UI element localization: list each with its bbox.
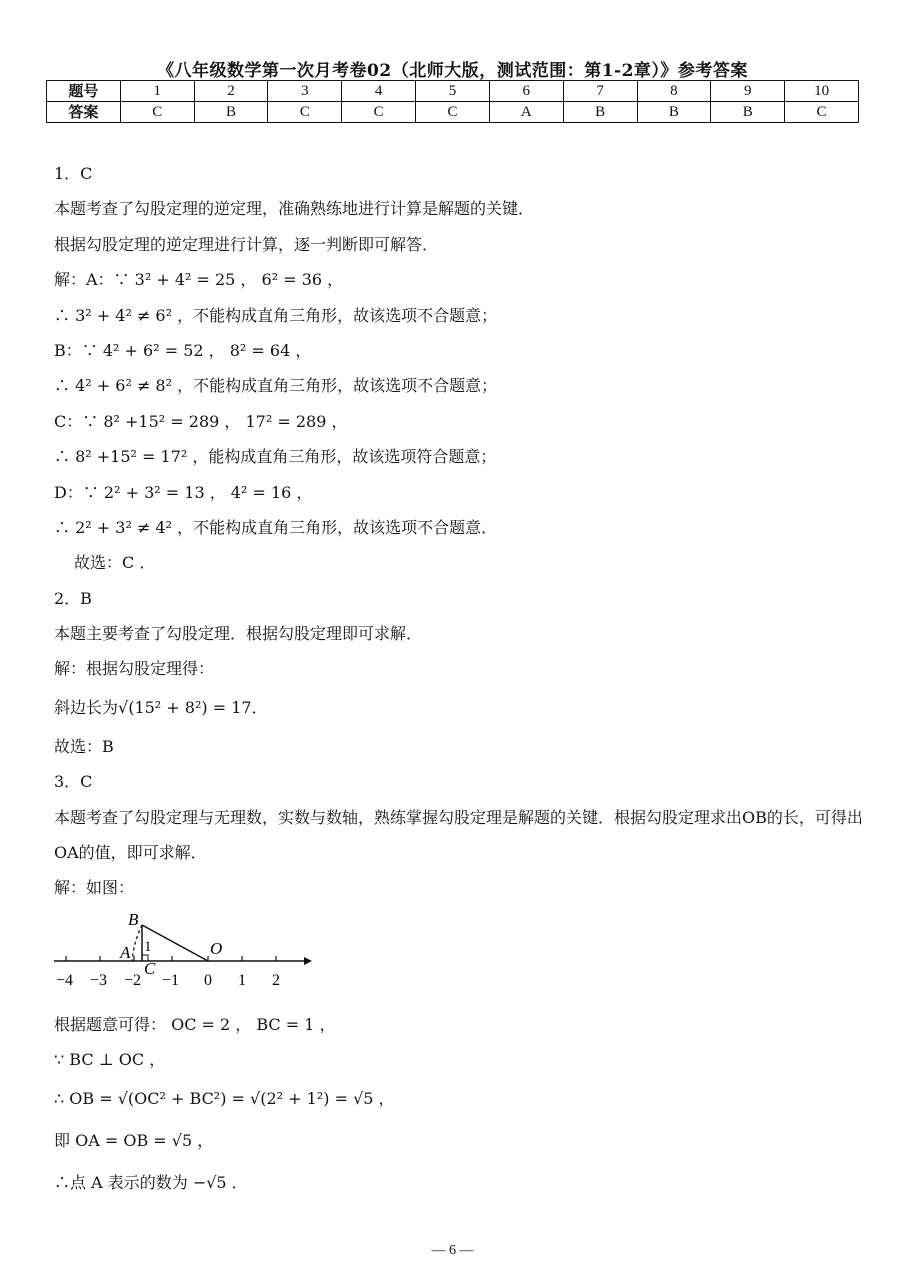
text-line: 根据勾股定理的逆定理进行计算，逐一判断即可解答． [54,234,439,254]
number-line-svg [54,911,354,991]
tick-label: 1 [238,972,246,990]
text-line: 本题考查了勾股定理的逆定理，准确熟练地进行计算是解题的关键． [54,199,535,219]
tick-label: −3 [90,972,108,990]
text-line: ∴ 3² + 4² ≠ 6² ，不能构成直角三角形，故该选项不合题意； [54,305,498,325]
question-heading: 1．C [54,164,93,183]
text-line: 解：如图： [54,877,135,897]
table-cell: 5 [416,81,490,102]
segment-ob [142,925,208,961]
table-cell: A [489,102,563,123]
text-line: 本题考查了勾股定理与无理数，实数与数轴，熟练掌握勾股定理是解题的关键．根据勾股定理求出OB的长，可得出OA的值，即可求解． [54,807,863,862]
label-length: 1 [144,939,152,956]
table-cell: 7 [563,81,637,102]
tick-label: 0 [204,972,212,990]
arc-ba [132,925,142,961]
tick-label: −4 [56,972,74,990]
text-line: 本题主要考查了勾股定理．根据勾股定理即可求解． [54,624,423,644]
text-line: 斜边长为√(15² + 8²) = 17． [54,697,268,717]
axis-arrow [304,957,312,965]
table-header-cell: 题号 [47,81,121,102]
tick-label: −2 [124,972,142,990]
label-c: C [144,959,156,979]
page-number: — 6 — [431,1243,474,1258]
table-cell: B [563,102,637,123]
table-cell: C [416,102,490,123]
table-row [47,81,859,102]
table-cell: B [711,102,785,123]
text-line: ∴点 A 表示的数为 −√5 ． [54,1172,248,1192]
text-line: ∴ OB = √(OC² + BC²) = √(2² + 1²) = √5 ， [54,1088,395,1108]
text-line: C：∵ 8² +15² = 289 ， 17² = 289 ， [54,411,348,431]
answer-table [46,80,859,123]
table-cell: 8 [637,81,711,102]
solution-body [54,156,864,1204]
text-line: ∵ BC ⊥ OC ， [54,1050,166,1070]
table-cell: 6 [489,81,563,102]
text-line: ∴ 8² +15² = 17² ，能构成直角三角形，故该选项符合题意； [54,447,497,467]
table-cell: 4 [342,81,416,102]
table-cell: 1 [120,81,194,102]
table-cell: B [637,102,711,123]
table-cell: C [785,102,859,123]
table-cell: 3 [268,81,342,102]
tick-label: 2 [272,972,280,990]
question-heading: 2．B [54,588,92,608]
label-o: O [210,939,223,959]
table-cell: 10 [785,81,859,102]
table-cell: C [268,102,342,123]
number-line-diagram [54,905,864,1035]
text-line: D：∵ 2² + 3² = 13 ， 4² = 16 ， [54,482,313,502]
table-cell: B [194,102,268,123]
text-line: 即 OA = OB = √5 ， [54,1130,214,1150]
table-cell: C [120,102,194,123]
text-line: ∴ 2² + 3² ≠ 4² ，不能构成直角三角形，故该选项不合题意． [54,517,498,537]
text-line: 故选：B [54,736,114,756]
text-line: 解：根据勾股定理得： [54,659,215,679]
table-cell: 9 [711,81,785,102]
label-a: A [120,943,131,963]
page-title: 《八年级数学第一次月考卷02（北师大版，测试范围：第1-2章）》参考答案 [157,61,748,81]
text-line: B：∵ 4² + 6² = 52 ， 8² = 64 ， [54,340,312,360]
tick-label: −1 [162,972,180,990]
table-cell: C [342,102,416,123]
table-cell: 2 [194,81,268,102]
label-b: B [128,911,139,930]
table-header-cell: 答案 [47,102,121,123]
text-line: 解：A：∵ 3² + 4² = 25 ， 6² = 36 ， [54,270,344,290]
text-line: ∴ 4² + 6² ≠ 8² ，不能构成直角三角形，故该选项不合题意； [54,376,498,396]
question-heading: 3．C [54,772,93,792]
text-line: 故选：C ． [74,553,156,573]
text-line: 根据题意可得： OC = 2 ， BC = 1 ， [54,1015,336,1035]
table-row [47,102,859,123]
